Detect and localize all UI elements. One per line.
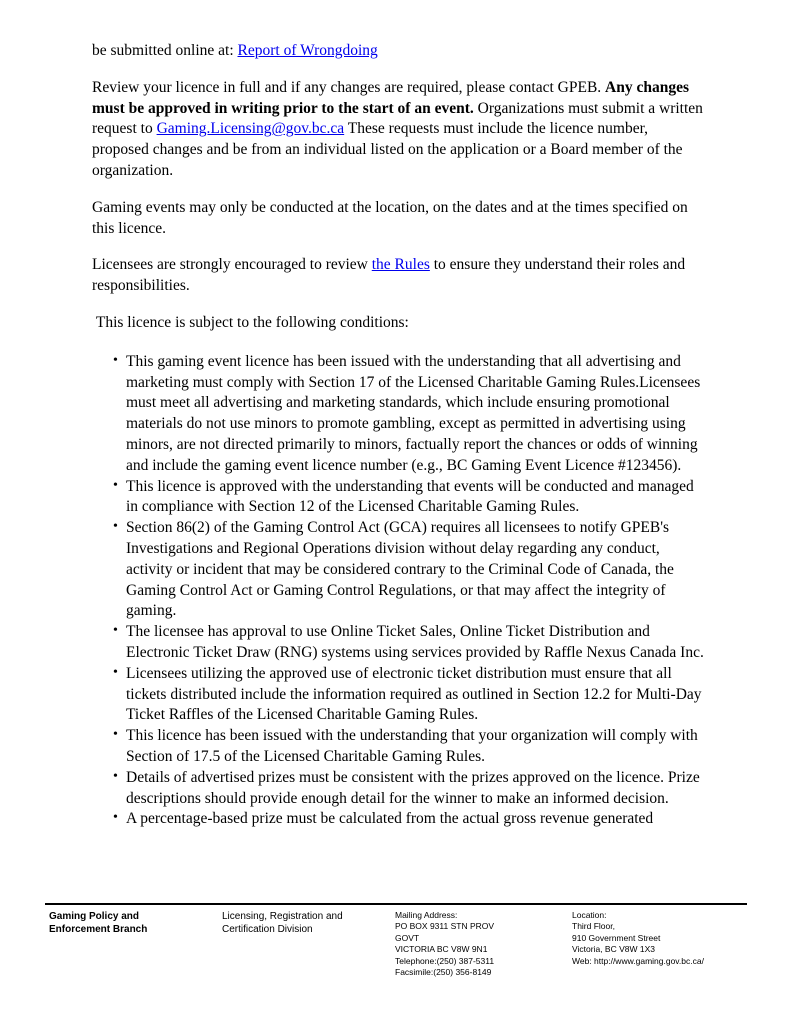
text-link[interactable]: Report of Wrongdoing (237, 42, 378, 59)
footer-line: 910 Government Street (572, 932, 661, 943)
condition-item: • This gaming event licence has been issued with the understanding that all advertising and marketing must comply with Section 17 of the Licensed Charitable Gaming Rules.Licensees must meet all advertising and marketing standards, which include ensuring promotional materials do not use minors to promote gambling, except as permitted in advertising using minors, are not directed primarily to minors, factually report the chances or odds of winning and include the gaming event licence number (e.g., BC Gaming Event Licence #123456). (126, 352, 706, 477)
text-run: This licence is subject to the following conditions: (92, 313, 409, 331)
footer-line: Licensing, Registration and (222, 911, 343, 922)
footer-columns (45, 910, 747, 978)
footer-line: Gaming Policy and (49, 911, 140, 922)
text-link[interactable]: Gaming.Licensing@gov.bc.ca (156, 120, 345, 138)
page-footer (45, 903, 747, 978)
footer-line: Third Floor, (572, 921, 615, 932)
condition-item: • This licence is approved with the understanding that events will be conducted and managed in compliance with Section 12 of the Licensed Charitable Gaming Rules. (126, 477, 706, 519)
condition-item: • A percentage-based prize must be calculated from the actual gross revenue generated (126, 809, 706, 830)
footer-branch-name (45, 910, 222, 936)
bold-text: Any changes must be approved in writing prior to the start of an event. (92, 78, 690, 117)
footer-line: Location: (572, 910, 607, 920)
text-run: to ensure they understand their roles and responsibilities. (92, 256, 686, 295)
footer-line: Facsimile:(250) 356-8149 (395, 967, 492, 978)
document-body (92, 41, 706, 830)
conditions-intro (92, 313, 706, 334)
footer-location (572, 910, 747, 967)
condition-item: • Details of advertised prizes must be consistent with the prizes approved on the licence. Prize descriptions should provide enough detail for the winner to make an informed decision. (126, 768, 706, 810)
intro-line (92, 41, 706, 62)
condition-item: • This licence has been issued with the understanding that your organization will comply with Section of 17.5 of the Licensed Charitable Gaming Rules. (126, 726, 706, 768)
text-run: Review your licence in full and if any changes are required, please contact GPEB. (92, 78, 606, 96)
text-run: These requests must include the licence number, proposed changes and be from an individual listed on the application or a Board member of the organization. (92, 120, 683, 179)
text-run: Gaming events may only be conducted at the location, on the dates and at the times specified on this licence. (92, 198, 688, 237)
footer-line: Telephone:(250) 387-5311 (395, 955, 495, 966)
text-run: Organizations must submit a written request to (92, 99, 703, 138)
footer-line: Mailing Address: (395, 910, 458, 920)
footer-line: Enforcement Branch (49, 924, 148, 935)
footer-line: Victoria, BC V8W 1X3 (572, 944, 655, 955)
review-paragraph (92, 78, 706, 182)
footer-line: GOVT (395, 932, 420, 943)
footer-mailing-address (395, 910, 572, 978)
footer-division-name (222, 910, 395, 936)
footer-line: VICTORIA BC V8W 9N1 (395, 944, 488, 955)
text-run: Licensees are strongly encouraged to review (92, 256, 372, 274)
conditions-list (92, 352, 706, 830)
text-run: be submitted online at: (92, 42, 238, 59)
text-link[interactable]: the Rules (371, 256, 430, 274)
footer-line: Certification Division (222, 924, 313, 935)
paragraphs (92, 41, 706, 334)
condition-item: • The licensee has approval to use Online Ticket Sales, Online Ticket Distribution and Electronic Ticket Draw (RNG) systems using services provided by Raffle Nexus Canada Inc. (126, 622, 706, 664)
footer-line: Web: http://www.gaming.gov.bc.ca/ (572, 955, 704, 966)
condition-item: • Licensees utilizing the approved use of electronic ticket distribution must ensure that all tickets distributed include the information required as outlined in Section 12.2 for Multi-Day Ticket Raffles of the Licensed Charitable Gaming Rules. (126, 664, 706, 726)
rules-paragraph (92, 255, 706, 297)
footer-line: PO BOX 9311 STN PROV (395, 921, 495, 932)
events-paragraph (92, 198, 706, 240)
condition-item: • Section 86(2) of the Gaming Control Act (GCA) requires all licensees to notify GPEB's Investigations and Regional Operations division without delay regarding any conduct, activity or incident that may be considered contrary to the Criminal Code of Canada, the Gaming Control Act or Gaming Control Regulations, or that may affect the integrity of gaming. (126, 518, 706, 622)
